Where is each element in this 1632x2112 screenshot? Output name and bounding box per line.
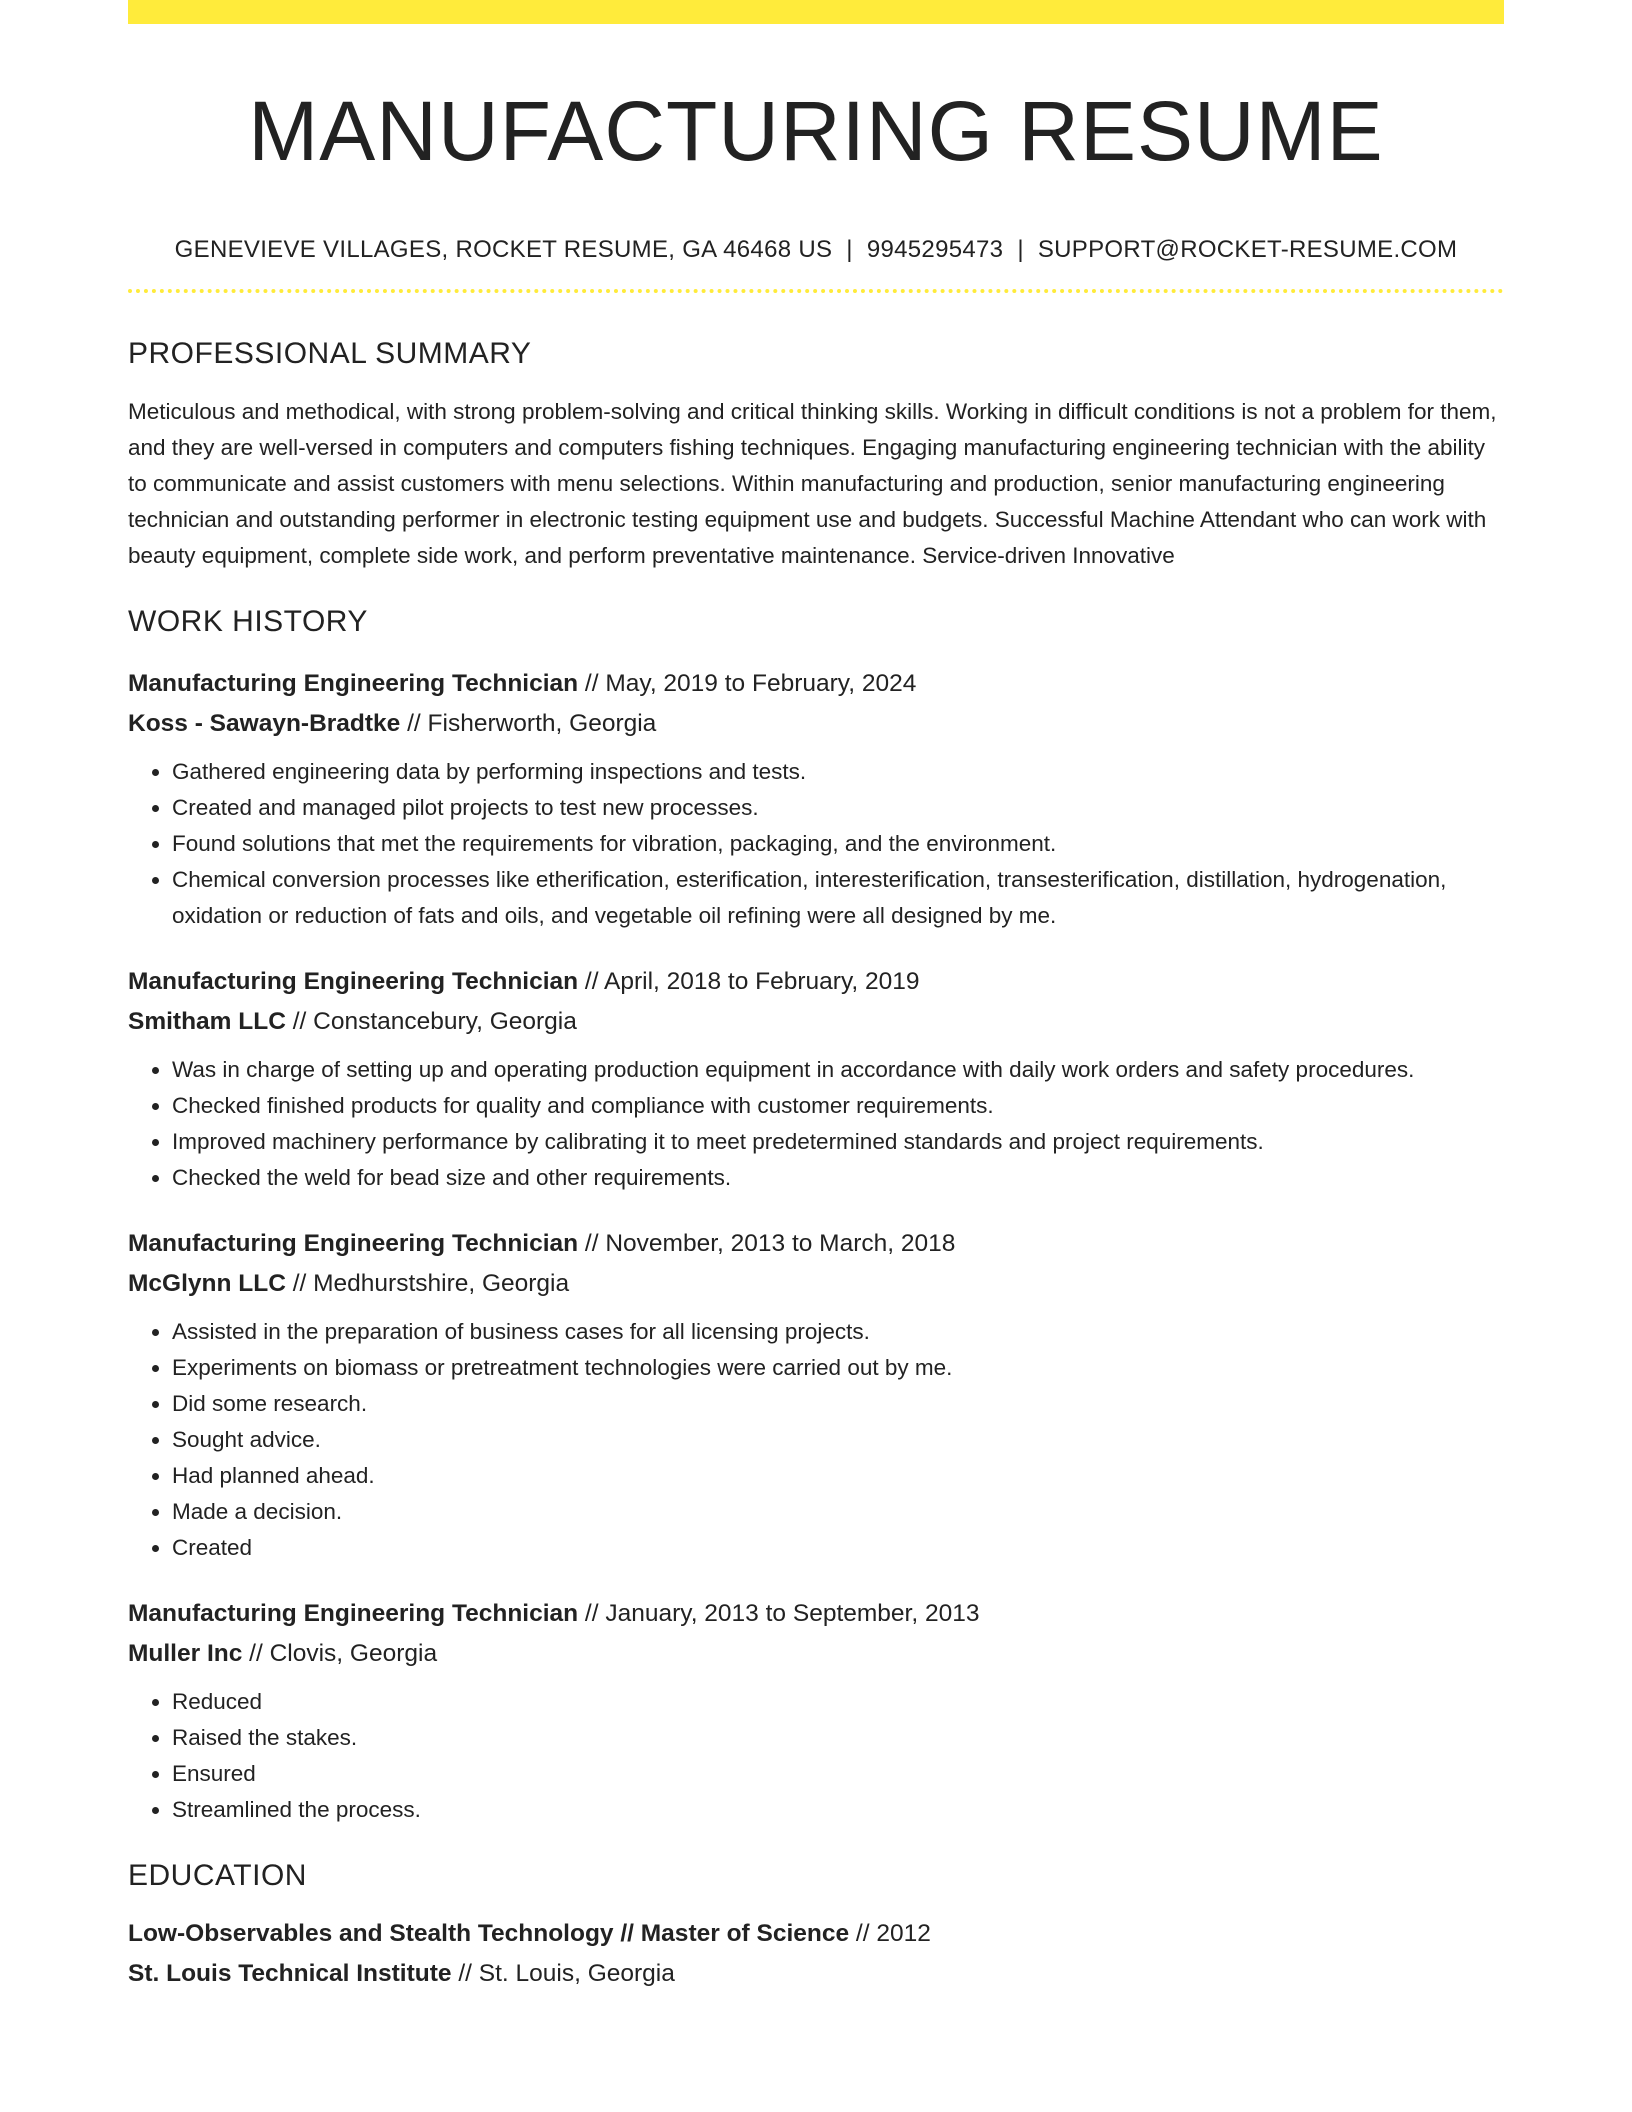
list-item: • Gathered engineering data by performing inspections and tests. — [172, 754, 1504, 790]
list-item: • Chemical conversion processes like etherification, esterification, interesterification, transesterification, distillation, hydrogenation, oxidation or reduction of fats and oils, and vegetable oil refining were all designed by me. — [172, 862, 1504, 934]
job-company-line — [128, 1004, 1504, 1040]
list-item: • Created — [172, 1530, 1504, 1566]
summary-text: Meticulous and methodical, with strong problem-solving and critical thinking skills. Working in difficult conditions is not a problem for them, and they are well-versed in computers and computers fishing techniques. Engaging manufacturing engineering technician with the ability to communicate and assist customers with menu selections. Within manufacturing and production, senior manufacturing engineering technician and outstanding performer in electronic testing equipment use and budgets. Successful Machine Attendant who can work with beauty equipment, complete side work, and perform preventative maintenance. Service-driven Innovative — [128, 399, 1497, 568]
job-company: McGlynn LLC — [128, 1270, 286, 1297]
list-item: • Did some research. — [172, 1386, 1504, 1422]
list-item: • Found solutions that met the requirements for vibration, packaging, and the environment. — [172, 826, 1504, 862]
job-location: // Clovis, Georgia — [242, 1640, 438, 1667]
education-year: // 2012 — [849, 1920, 931, 1947]
job-dates: // January, 2013 to September, 2013 — [578, 1600, 980, 1627]
contact-address: GENEVIEVE VILLAGES, ROCKET RESUME, GA 46468 US — [174, 236, 833, 263]
job-company: Smitham LLC — [128, 1008, 286, 1035]
list-item: • Checked finished products for quality and compliance with customer requirements. — [172, 1088, 1504, 1124]
job-title: Manufacturing Engineering Technician — [128, 968, 579, 995]
job-bullets — [128, 1314, 1504, 1566]
job-title-line — [128, 666, 1504, 702]
list-item: • Made a decision. — [172, 1494, 1504, 1530]
top-accent-bar — [128, 0, 1504, 24]
list-item: • Sought advice. — [172, 1422, 1504, 1458]
job-entry — [128, 666, 1504, 934]
job-dates: // November, 2013 to March, 2018 — [578, 1230, 956, 1257]
contact-separator: | — [846, 236, 853, 263]
list-item: • Created and managed pilot projects to test new processes. — [172, 790, 1504, 826]
job-location: // Medhurstshire, Georgia — [285, 1270, 570, 1297]
job-bullets — [128, 1052, 1504, 1196]
job-title: Manufacturing Engineering Technician — [128, 1230, 579, 1257]
list-item: • Was in charge of setting up and operating production equipment in accordance with daily work orders and safety procedures. — [172, 1052, 1504, 1088]
list-item: • Had planned ahead. — [172, 1458, 1504, 1494]
education-entry — [128, 1916, 1504, 1992]
job-entry — [128, 1596, 1504, 1828]
summary-heading: PROFESSIONAL SUMMARY — [128, 337, 532, 370]
list-item: • Streamlined the process. — [172, 1792, 1504, 1828]
list-item: • Reduced — [172, 1684, 1504, 1720]
job-entry — [128, 964, 1504, 1196]
job-location: // Constancebury, Georgia — [285, 1008, 577, 1035]
resume-page — [128, 0, 1504, 1992]
job-company: Koss - Sawayn-Bradtke — [128, 710, 401, 737]
list-item: • Improved machinery performance by calibrating it to meet predetermined standards and project requirements. — [172, 1124, 1504, 1160]
list-item: • Checked the weld for bead size and other requirements. — [172, 1160, 1504, 1196]
contact-separator: | — [1017, 236, 1024, 263]
job-location: // Fisherworth, Georgia — [400, 710, 657, 737]
list-item: • Raised the stakes. — [172, 1720, 1504, 1756]
job-title-line — [128, 1596, 1504, 1632]
education-degree: Low-Observables and Stealth Technology // Master of Science — [128, 1920, 850, 1947]
job-title: Manufacturing Engineering Technician — [128, 1600, 579, 1627]
education-school-line — [128, 1956, 1504, 1992]
resume-title: MANUFACTURING RESUME — [248, 84, 1384, 178]
list-item: • Assisted in the preparation of business cases for all licensing projects. — [172, 1314, 1504, 1350]
work-history-heading: WORK HISTORY — [128, 605, 368, 638]
contact-line — [128, 235, 1504, 265]
education-location: // St. Louis, Georgia — [451, 1960, 675, 1987]
list-item: • Experiments on biomass or pretreatment technologies were carried out by me. — [172, 1350, 1504, 1386]
contact-email[interactable]: SUPPORT@ROCKET-RESUME.COM — [1037, 236, 1458, 263]
list-item: • Ensured — [172, 1756, 1504, 1792]
education-heading: EDUCATION — [128, 1859, 307, 1892]
job-title: Manufacturing Engineering Technician — [128, 670, 579, 697]
job-entry — [128, 1226, 1504, 1566]
job-company-line — [128, 1636, 1504, 1672]
job-company-line — [128, 706, 1504, 742]
dotted-divider — [128, 289, 1504, 293]
job-title-line — [128, 1226, 1504, 1262]
job-bullets — [128, 754, 1504, 934]
contact-phone: 9945295473 — [866, 236, 1004, 263]
job-company: Muller Inc — [128, 1640, 243, 1667]
education-degree-line — [128, 1916, 1504, 1952]
job-title-line — [128, 964, 1504, 1000]
education-school: St. Louis Technical Institute — [128, 1960, 452, 1987]
job-bullets — [128, 1684, 1504, 1828]
job-dates: // April, 2018 to February, 2019 — [578, 968, 920, 995]
job-dates: // May, 2019 to February, 2024 — [578, 670, 917, 697]
job-company-line — [128, 1266, 1504, 1302]
